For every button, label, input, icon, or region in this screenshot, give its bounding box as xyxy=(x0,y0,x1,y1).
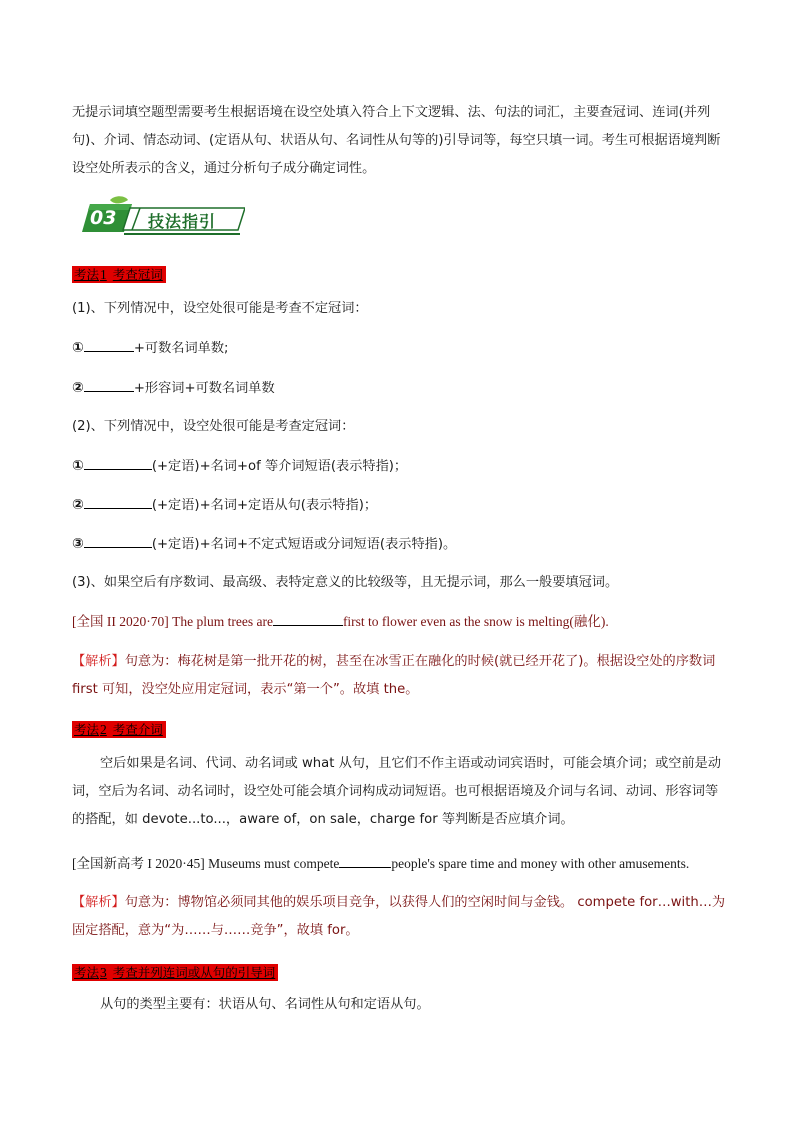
k2-tag: 考法2 考查介词 xyxy=(72,721,166,738)
k1-item-3: ① (+定语)+名词+of 等介词短语(表示特指)； xyxy=(72,455,407,478)
k3-tag-row xyxy=(72,963,278,985)
k2-example-source: [全国新高考 I 2020·45] xyxy=(72,856,205,871)
k1-tag-row xyxy=(72,265,166,287)
k2-analysis: 【解析】句意为：博物馆必须同其他的娱乐项目竞争，以获得人们的空闲时间与金钱。 compete for…with…为固定搭配，意为“为……与……竞争”，故填 for。 xyxy=(72,895,726,938)
k3-point-1: 从句的类型主要有：状语从句、名词性从句和定语从句。 xyxy=(100,997,430,1012)
k1-point-3: (3)、如果空后有序数词、最高级、表特定意义的比较级等，且无提示词，那么一般要填冠词。 xyxy=(72,575,619,590)
banner-title: 技法指引 xyxy=(148,212,217,231)
banner-number: 03 xyxy=(90,207,117,229)
leaf-icon xyxy=(110,196,128,203)
k1-item-2: ② +形容词+可数名词单数 xyxy=(72,377,275,400)
section-banner xyxy=(80,196,245,240)
k1-item-1: ① +可数名词单数; xyxy=(72,337,228,360)
k2-example: [全国新高考 I 2020·45] Museums must compete people's spare time and money with other amusements. xyxy=(72,853,689,875)
k3-tag: 考法3 考查并列连词或从句的引导词 xyxy=(72,964,278,981)
k2-point-1: 空后如果是名词、代词、动名词或 what 从句，且它们不作主语或动词宾语时，可能会填介词；或空前是动词，空后为名词、动名词时，设空处可能会填介词构成动词短语。也可根据语境及介词与名词、动词、形容词等的搭配，如 devote...to...，aware of，on sale，charge for 等判断是否应填介词。 xyxy=(72,756,722,827)
k1-analysis: 【解析】句意为：梅花树是第一批开花的树，甚至在冰雪正在融化的时候(就已经开花了)。根据设空处的序数词 first 可知，没空处应用定冠词，表示“第一个”。故填 the。 xyxy=(72,654,716,697)
k1-item-5: ③ (+定语)+名词+不定式短语或分词短语(表示特指)。 xyxy=(72,533,456,556)
k1-tag: 考法1 考查冠词 xyxy=(72,266,166,283)
intro-paragraph: 无提示词填空题型需要考生根据语境在设空处填入符合上下文逻辑、法、句法的词汇，主要查冠词、连词(并列句)、介词、情态动词、(定语从句、状语从句、名词性从句等的)引导词等，每空只填一词。考生可根据语境判断设空处所表示的含义，通过分析句子成分确定词性。 xyxy=(72,105,721,176)
k1-point-2: (2)、下列情况中，设空处很可能是考查定冠词： xyxy=(72,419,355,434)
k1-point-1: (1)、下列情况中，设空处很可能是考查不定冠词： xyxy=(72,301,368,316)
k1-example-source: [全国 II 2020·70] xyxy=(72,614,169,629)
k1-item-4: ② (+定语)+名词+定语从句(表示特指)； xyxy=(72,494,377,517)
k2-tag-row xyxy=(72,720,166,742)
k1-example: [全国 II 2020·70] The plum trees are first to flower even as the snow is melting(融化). xyxy=(72,611,609,633)
